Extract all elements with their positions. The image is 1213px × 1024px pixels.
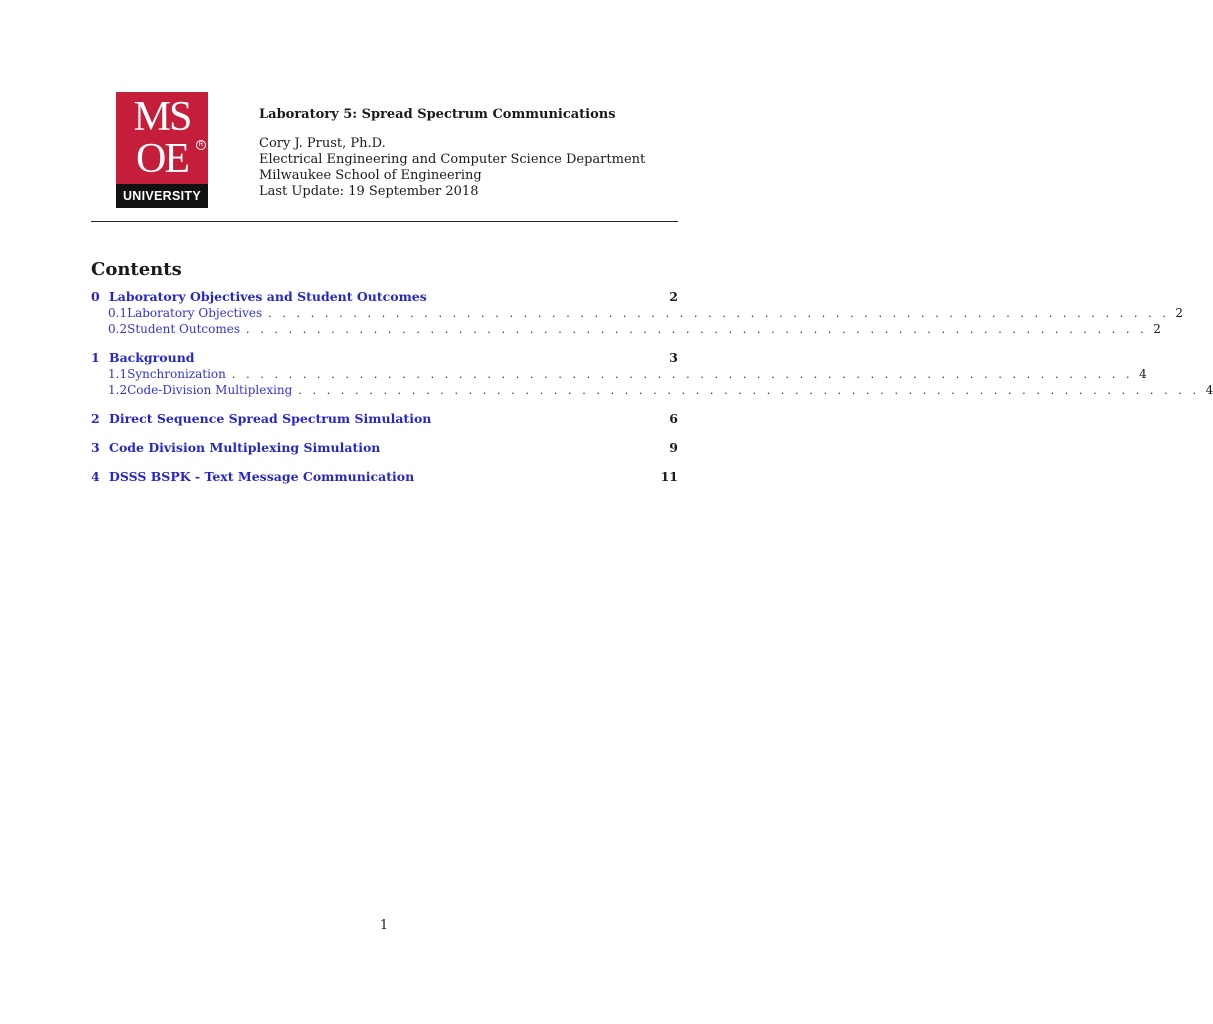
header-divider xyxy=(91,221,678,222)
logo-letters-top: MS xyxy=(133,94,191,140)
last-update: Last Update: 19 September 2018 xyxy=(259,184,479,199)
author: Cory J. Prust, Ph.D. xyxy=(259,136,386,151)
toc-subsection-1-1[interactable] xyxy=(91,366,1147,382)
document-title: Laboratory 5: Spread Spectrum Communications xyxy=(259,107,616,122)
toc-section-3[interactable] xyxy=(91,440,678,456)
toc-number: 0.1 xyxy=(108,306,128,320)
toc-section-2[interactable] xyxy=(91,411,678,427)
toc-leader-dots: . . . . . . . . . . . . . . . . . . . . . . . . . . . . . . . . . . . . . . . . . . . . . . . . . . . . . . . . . . . . . . . . xyxy=(268,307,1170,320)
toc-number: 0 xyxy=(91,289,100,304)
toc-title: Student Outcomes xyxy=(127,322,240,336)
toc-page: 2 xyxy=(1175,306,1184,320)
toc-number: 1.2 xyxy=(108,383,128,397)
toc-section-4[interactable] xyxy=(91,469,678,485)
toc-page: 2 xyxy=(1153,322,1161,336)
toc-page: 4 xyxy=(1205,383,1213,397)
toc-number: 0.2 xyxy=(108,322,128,336)
department: Electrical Engineering and Computer Science Department xyxy=(259,152,646,167)
toc-title: Synchronization xyxy=(127,367,226,381)
header-block xyxy=(259,106,645,200)
logo-letters xyxy=(116,96,208,180)
msoe-logo xyxy=(116,92,208,208)
toc-page: 3 xyxy=(669,350,678,365)
toc-title: Laboratory Objectives and Student Outcomes xyxy=(109,289,427,304)
school: Milwaukee School of Engineering xyxy=(259,168,482,183)
toc-number: 1.1 xyxy=(108,367,128,381)
toc-title: DSSS BSPK - Text Message Communication xyxy=(109,469,415,484)
toc-page: 2 xyxy=(669,289,678,304)
toc-title: Direct Sequence Spread Spectrum Simulation xyxy=(109,411,432,426)
toc-title: Background xyxy=(109,350,195,365)
toc-subsection-1-2[interactable] xyxy=(91,382,1213,398)
toc-leader-dots: . . . . . . . . . . . . . . . . . . . . . . . . . . . . . . . . . . . . . . . . . . . . . . . . . . . . . . . . . . . . . . . . xyxy=(231,368,1134,381)
toc-title: Code Division Multiplexing Simulation xyxy=(109,440,381,455)
page-number: 1 xyxy=(379,918,389,933)
toc-page: 4 xyxy=(1139,367,1147,381)
toc-section-0[interactable] xyxy=(91,289,678,305)
toc-subsection-0-1[interactable] xyxy=(91,305,1184,321)
toc-subsection-0-2[interactable] xyxy=(91,321,1161,337)
toc-page: 6 xyxy=(669,411,678,426)
logo-red-block xyxy=(116,92,208,184)
toc-leader-dots: . . . . . . . . . . . . . . . . . . . . . . . . . . . . . . . . . . . . . . . . . . . . . . . . . . . . . . . . . . . . . . . . xyxy=(246,323,1148,336)
table-of-contents xyxy=(91,289,1213,485)
toc-number: 3 xyxy=(91,440,100,455)
toc-title: Code-Division Multiplexing xyxy=(127,383,293,397)
logo-university-band: UNIVERSITY xyxy=(116,184,208,208)
toc-page: 11 xyxy=(660,469,678,484)
toc-number: 2 xyxy=(91,411,100,426)
contents-heading: Contents xyxy=(91,259,182,280)
toc-number: 4 xyxy=(91,469,100,484)
toc-number: 1 xyxy=(91,350,100,365)
toc-section-1[interactable] xyxy=(91,350,678,366)
toc-page: 9 xyxy=(669,440,678,455)
toc-title: Laboratory Objectives xyxy=(127,306,263,320)
logo-letters-bottom: OE xyxy=(136,136,188,182)
registered-icon: R xyxy=(196,140,206,150)
toc-leader-dots: . . . . . . . . . . . . . . . . . . . . . . . . . . . . . . . . . . . . . . . . . . . . . . . . . . . . . . . . . . . . . . . . xyxy=(298,384,1200,397)
